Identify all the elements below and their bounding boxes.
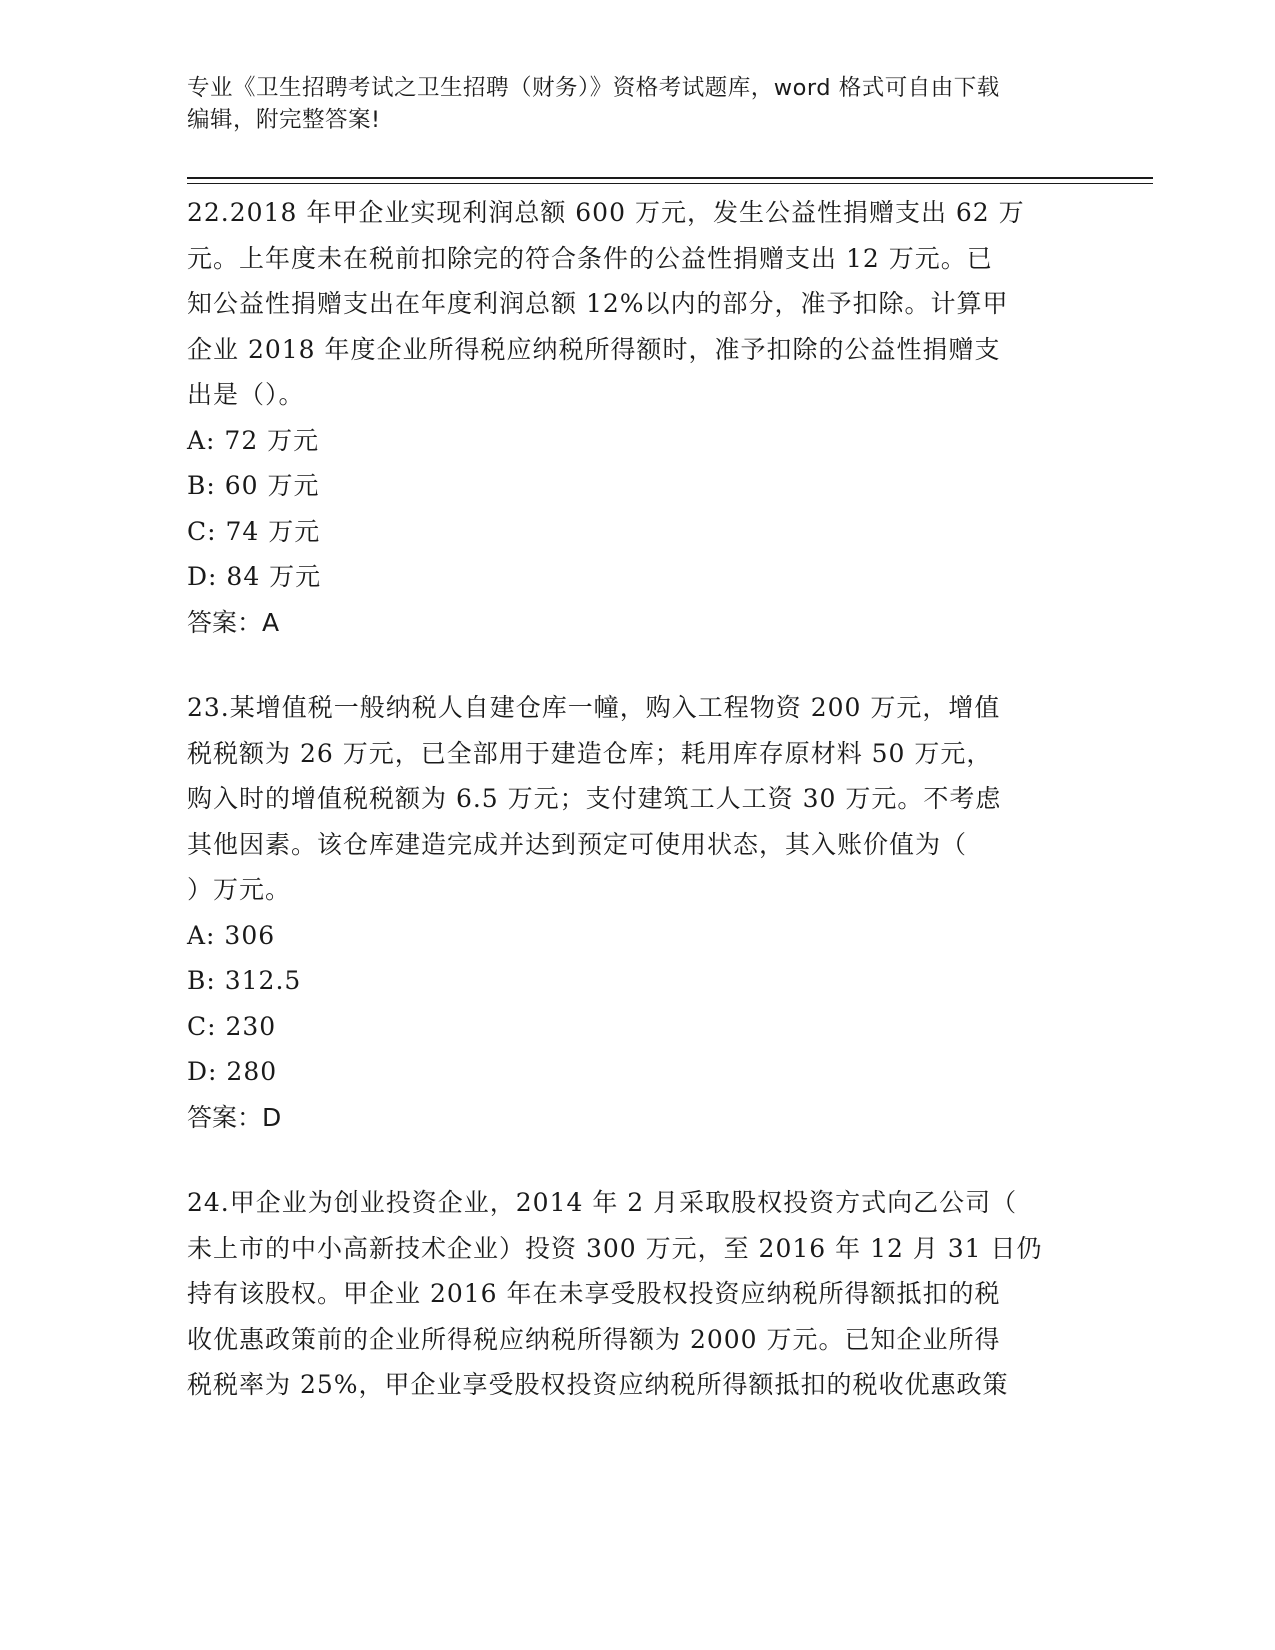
question-24	[187, 1180, 1082, 1408]
question-text-line: 24.甲企业为创业投资企业，2014 年 2 月采取股权投资方式向乙公司（	[187, 1188, 1018, 1217]
question-text-line: 税税额为 26 万元，已全部用于建造仓库；耗用库存原材料 50 万元，	[187, 738, 993, 768]
question-text-line: 税税率为 25%，甲企业享受股权投资应纳税所得额抵扣的税收优惠政策	[187, 1370, 1009, 1399]
question-text-line: 持有该股权。甲企业 2016 年在未享受股权投资应纳税所得额抵扣的税	[187, 1279, 1001, 1308]
question-23	[187, 685, 1082, 1140]
header-line-1: 专业《卫生招聘考试之卫生招聘（财务）》资格考试题库，word 格式可自由下载	[187, 75, 1000, 101]
question-text-line: 出是（）。	[187, 380, 305, 409]
question-text-line: 知公益性捐赠支出在年度利润总额 12%以内的部分，准予扣除。计算甲	[187, 289, 1009, 318]
question-text-line: 未上市的中小高新技术企业）投资 300 万元，至 2016 年 12 月 31 日仍	[187, 1233, 1043, 1263]
header-divider-thin	[187, 183, 1153, 184]
header-divider-thick	[187, 177, 1153, 179]
option-c: C: 74 万元	[187, 516, 321, 546]
question-text-line: ）万元。	[187, 875, 292, 904]
option-d: D: 280	[187, 1057, 278, 1086]
question-22	[187, 190, 1082, 645]
answer-line: 答案：D	[187, 1102, 282, 1132]
option-b: B: 312.5	[187, 966, 302, 995]
question-list	[187, 190, 1082, 1448]
question-text-line: 22.2018 年甲企业实现利润总额 600 万元，发生公益性捐赠支出 62 万	[187, 198, 1025, 227]
option-d: D: 84 万元	[187, 562, 322, 591]
question-text-line: 购入时的增值税税额为 6.5 万元；支付建筑工人工资 30 万元。不考虑	[187, 784, 1002, 813]
question-text-line: 元。上年度未在税前扣除完的符合条件的公益性捐赠支出 12 万元。已	[187, 243, 993, 273]
header-line-2: 编辑，附完整答案!	[187, 107, 381, 133]
question-text-line: 企业 2018 年度企业所得税应纳税所得额时，准予扣除的公益性捐赠支	[187, 334, 1001, 364]
option-a: A: 72 万元	[187, 425, 320, 455]
option-a: A: 306	[187, 920, 276, 950]
document-header	[187, 72, 1087, 136]
option-c: C: 230	[187, 1011, 277, 1041]
answer-line: 答案：A	[187, 607, 280, 637]
question-text-line: 收优惠政策前的企业所得税应纳税所得额为 2000 万元。已知企业所得	[187, 1324, 1001, 1354]
question-text-line: 其他因素。该仓库建造完成并达到预定可使用状态，其入账价值为（	[187, 829, 968, 859]
option-b: B: 60 万元	[187, 471, 320, 500]
question-text-line: 23.某增值税一般纳税人自建仓库一幢，购入工程物资 200 万元，增值	[187, 693, 1001, 722]
